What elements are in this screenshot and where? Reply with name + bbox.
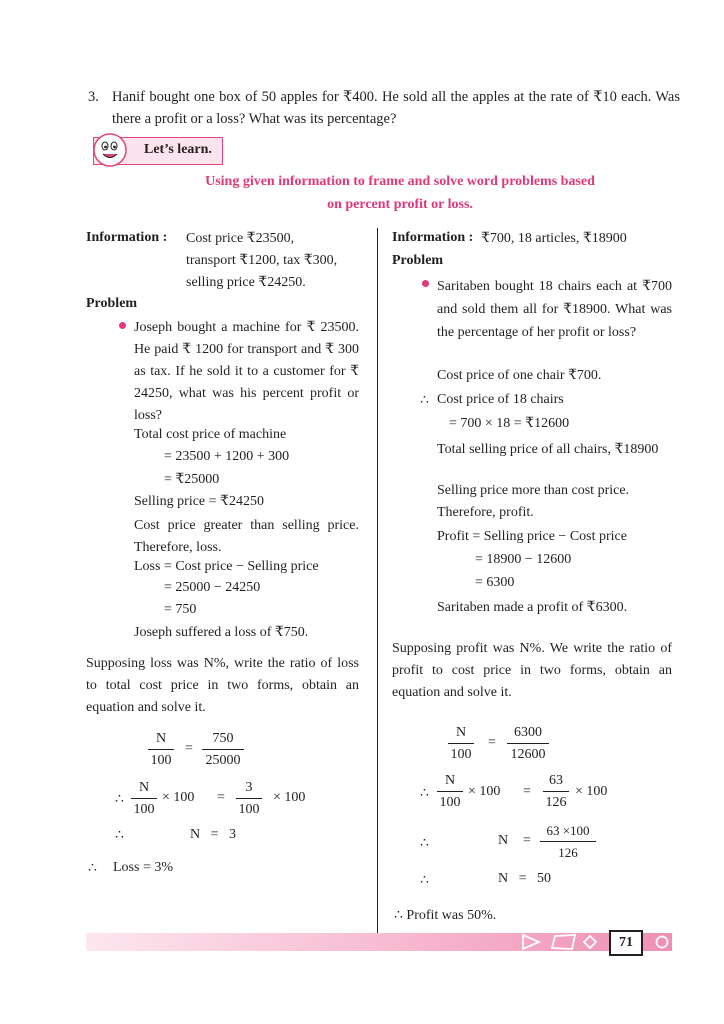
variable-n: N — [498, 833, 509, 848]
therefore-symbol: ∴ — [420, 836, 429, 851]
left-info-line-3: selling price ₹24250. — [186, 275, 306, 290]
therefore-symbol: ∴ — [420, 873, 429, 888]
left-supposing-text: Supposing loss was N%, write the ratio of loss to total cost price in two forms, obtain an equation and solve it. — [86, 656, 359, 715]
left-step: Selling price = ₹24250 — [134, 494, 264, 509]
times-100: × 100 — [273, 790, 306, 805]
bullet-icon — [119, 322, 126, 329]
right-step: Therefore, profit. — [437, 505, 534, 520]
equals-sign: = — [217, 790, 225, 805]
times-100: × 100 — [468, 784, 501, 799]
left-step: Loss = Cost price − Selling price — [134, 559, 319, 574]
fraction: $\frac{6300}{12600}$ — [507, 725, 549, 763]
left-problem-text: Joseph bought a machine for ₹ 23500. He paid ₹ 1200 for transport and ₹ 300 as tax. If he sold it to a customer for ₹ 24250, what was his percent profit or loss? — [134, 320, 359, 423]
smiley-face-icon — [92, 132, 128, 168]
fraction: $\frac{N}{100}$ — [437, 773, 463, 811]
equals-sign: = — [523, 833, 531, 848]
equals-sign: = — [523, 784, 531, 799]
times-100: × 100 — [575, 784, 608, 799]
fraction: $\frac{N}{100}$ — [148, 731, 174, 769]
left-info-label: Information : — [86, 230, 168, 245]
left-step: Cost price greater than selling price. Therefore, loss. — [134, 518, 359, 555]
left-step: Joseph suffered a loss of ₹750. — [134, 625, 309, 640]
right-step: Cost price of 18 chairs — [437, 392, 564, 407]
right-problem-text: Saritaben bought 18 chairs each at ₹700 and sold them all for ₹18900. What was the percentage of her profit or loss? — [437, 279, 672, 340]
left-step: = ₹25000 — [164, 472, 220, 487]
right-step: = 6300 — [475, 575, 515, 590]
page-number: 71 — [609, 930, 643, 956]
fraction: $\frac{3}{100}$ — [236, 780, 262, 818]
left-step: = 23500 + 1200 + 300 — [164, 449, 290, 464]
therefore-symbol: ∴ — [420, 393, 429, 408]
fraction: $\frac{N}{100}$ — [448, 725, 474, 763]
fraction: $\frac{N}{100}$ — [131, 780, 157, 818]
question-3 — [88, 86, 680, 130]
equals-sign: = — [488, 735, 496, 750]
times-100: × 100 — [162, 790, 195, 805]
fraction: $\frac{63 \times 100}{126}$ — [540, 823, 596, 861]
left-step: = 750 — [164, 602, 197, 617]
equals-sign: = — [185, 741, 193, 756]
right-step: Total selling price of all chairs, ₹18900 — [437, 442, 659, 457]
therefore-symbol: ∴ — [420, 786, 429, 801]
left-problem-label: Problem — [86, 296, 138, 311]
equation-result: N = 50 — [498, 871, 552, 886]
right-step: Selling price more than cost price. — [437, 483, 630, 498]
right-conclusion: ∴ Profit was 50%. — [394, 908, 497, 923]
right-step: Cost price of one chair ₹700. — [437, 368, 602, 383]
left-conclusion: Loss = 3% — [113, 860, 174, 875]
section-title-line-1: Using given information to frame and solve word problems based — [205, 174, 595, 189]
lets-learn-label: Let’s learn. — [144, 142, 212, 157]
right-step: Saritaben made a profit of ₹6300. — [437, 600, 628, 615]
therefore-symbol: ∴ — [115, 792, 124, 807]
therefore-symbol: ∴ — [115, 828, 124, 843]
left-info-line-2: transport ₹1200, tax ₹300, — [186, 253, 338, 268]
left-step: = 25000 − 24250 — [164, 580, 261, 595]
section-title-line-2: on percent profit or loss. — [327, 197, 473, 212]
left-step: Total cost price of machine — [134, 427, 287, 442]
fraction: $\frac{750}{25000}$ — [202, 731, 244, 769]
right-info-label: Information : — [392, 230, 474, 245]
bullet-icon — [422, 280, 429, 287]
column-divider — [377, 228, 378, 940]
equation-result: N = 3 — [190, 827, 237, 842]
lets-learn-badge — [93, 137, 223, 165]
therefore-symbol: ∴ — [88, 861, 97, 876]
right-problem-label: Problem — [392, 253, 444, 268]
right-step: Profit = Selling price − Cost price — [437, 529, 627, 544]
right-supposing-text: Supposing profit was N%. We write the ratio of profit to cost price in two forms, obtain an equation and solve it. — [392, 641, 672, 700]
right-info-values: ₹700, 18 articles, ₹18900 — [481, 231, 627, 246]
right-step: = 700 × 18 = ₹12600 — [449, 416, 570, 431]
question-number: 3. — [88, 89, 99, 105]
left-info-line-1: Cost price ₹23500, — [186, 231, 295, 246]
right-step: = 18900 − 12600 — [475, 552, 572, 567]
fraction: $\frac{63}{126}$ — [543, 773, 569, 811]
footer-shapes-icon — [521, 932, 671, 952]
question-text: Hanif bought one box of 50 apples for ₹400. He sold all the apples at the rate of ₹10 each. Was there a profit or a loss? What was its percentage? — [112, 89, 680, 127]
